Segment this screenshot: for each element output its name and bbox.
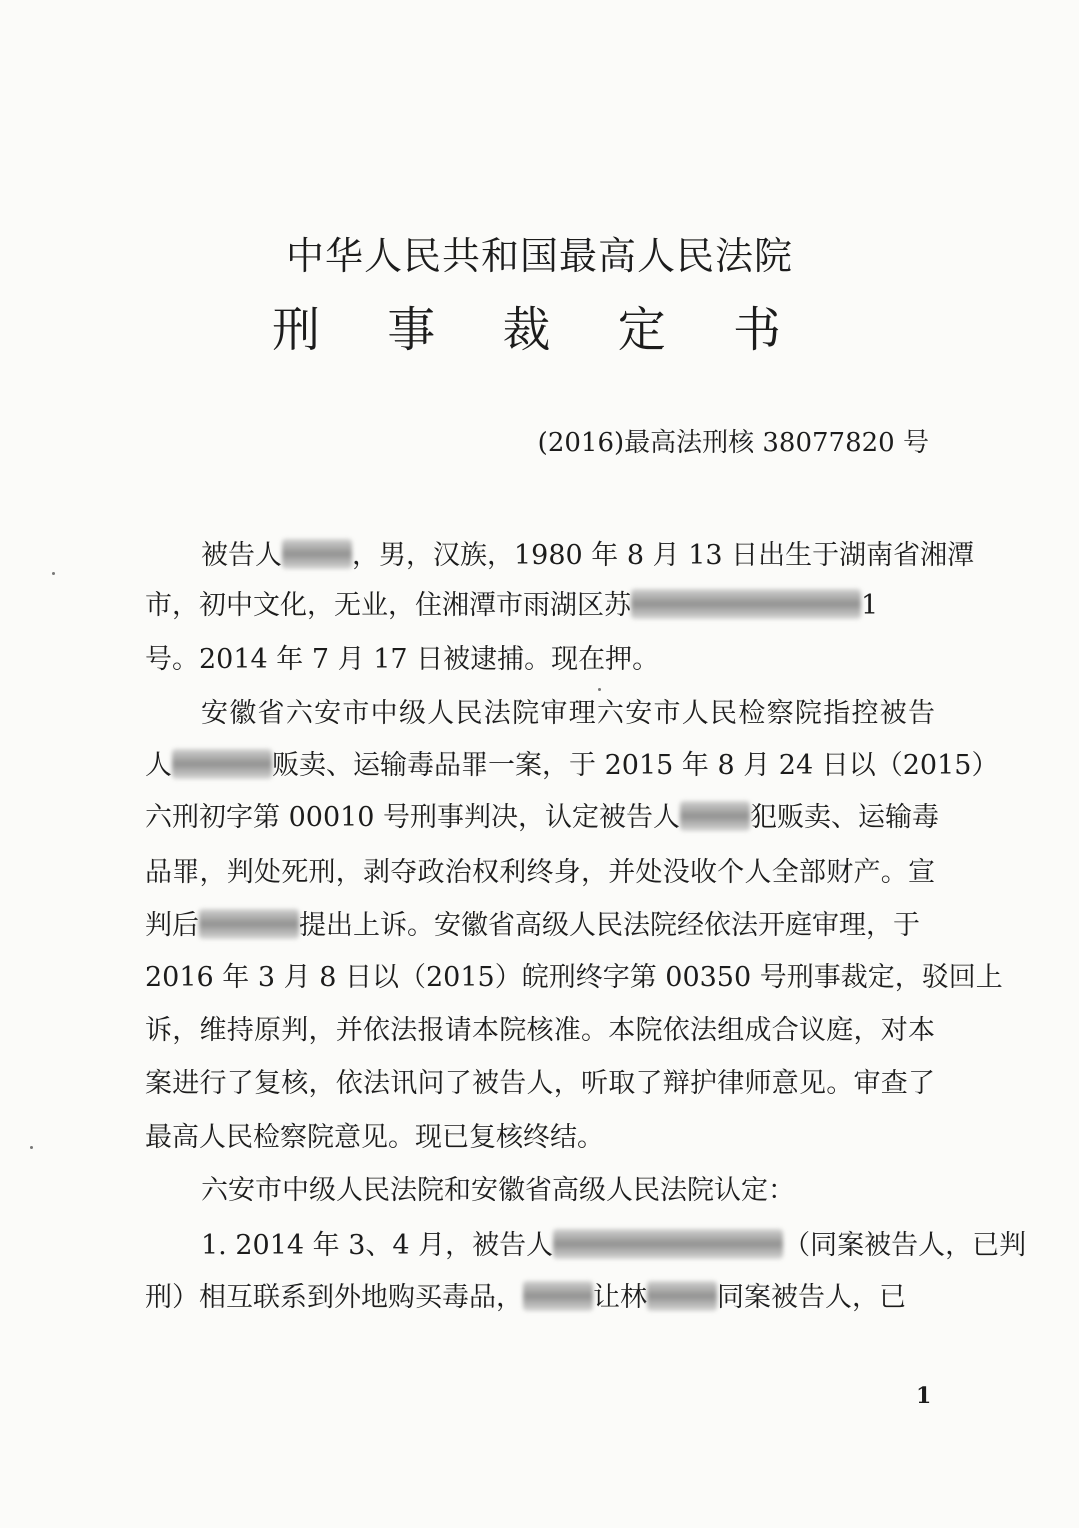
text-segment: 犯贩卖、运输毒 <box>750 802 940 833</box>
case-number: (2016)最高法刑核 38077820 号 <box>537 428 929 458</box>
text-segment: 1. 2014 年 3、4 月，被告人 <box>201 1230 554 1261</box>
text-segment: 同案被告人，已 <box>717 1282 906 1313</box>
redaction-mark <box>172 749 272 779</box>
text-segment: 被告人 <box>201 540 282 571</box>
text-segment: （同案被告人，已判 <box>783 1230 1027 1261</box>
text-segment: 刑）相互联系到外地购买毒品， <box>145 1282 523 1313</box>
document-type-title: 刑 事 裁 定 书 <box>271 302 808 358</box>
body-line: 最高人民检察院意见。现已复核终结。 <box>145 1122 604 1153</box>
body-line <box>145 800 940 836</box>
text-segment: ，男，汉族，1980 年 8 月 13 日出生于湖南省湘潭 <box>352 540 975 571</box>
body-line: 安徽省六安市中级人民法院审理六安市人民检察院指控被告 <box>201 698 935 729</box>
text-segment: 让林 <box>593 1282 647 1313</box>
body-line: 六安市中级人民法院和安徽省高级人民法院认定： <box>201 1175 795 1206</box>
body-line: 2016 年 3 月 8 日以（2015）皖刑终字第 00350 号刑事裁定，驳回上 <box>145 962 1003 993</box>
body-line <box>145 588 935 624</box>
text-segment: 六刑初字第 00010 号刑事判决，认定被告人 <box>145 802 681 833</box>
redaction-mark <box>282 539 352 569</box>
redaction-mark <box>631 589 861 619</box>
body-line <box>145 908 935 944</box>
text-segment: 判后 <box>145 910 199 941</box>
redaction-mark <box>523 1281 593 1311</box>
body-line: 案进行了复核，依法讯问了被告人，听取了辩护律师意见。审查了 <box>145 1068 935 1099</box>
scan-speck <box>598 688 601 691</box>
body-line: 号。2014 年 7 月 17 日被逮捕。现在押。 <box>145 644 660 675</box>
body-line <box>145 1228 1027 1264</box>
redaction-mark <box>199 909 299 939</box>
text-segment: 1 <box>861 590 879 621</box>
scan-speck <box>52 572 55 575</box>
body-line <box>145 748 999 784</box>
body-line <box>145 538 975 574</box>
body-line: 品罪，判处死刑，剥夺政治权利终身，并处没收个人全部财产。宣 <box>145 857 935 888</box>
text-segment: 贩卖、运输毒品罪一案，于 2015 年 8 月 24 日以（2015） <box>272 750 999 781</box>
redaction-mark <box>553 1229 783 1259</box>
scan-speck <box>30 1146 33 1149</box>
body-line: 诉，维持原判，并依法报请本院核准。本院依法组成合议庭，对本 <box>145 1015 935 1046</box>
text-segment: 提出上诉。安徽省高级人民法院经依法开庭审理，于 <box>299 910 920 941</box>
text-segment: 市，初中文化，无业，住湘潭市雨湖区苏 <box>145 590 631 621</box>
text-segment: 人 <box>145 750 172 781</box>
page-number: 1 <box>916 1383 932 1409</box>
body-line <box>145 1280 935 1316</box>
redaction-mark <box>680 801 750 831</box>
court-name: 中华人民共和国最高人民法院 <box>285 234 793 278</box>
redaction-mark <box>647 1281 717 1311</box>
